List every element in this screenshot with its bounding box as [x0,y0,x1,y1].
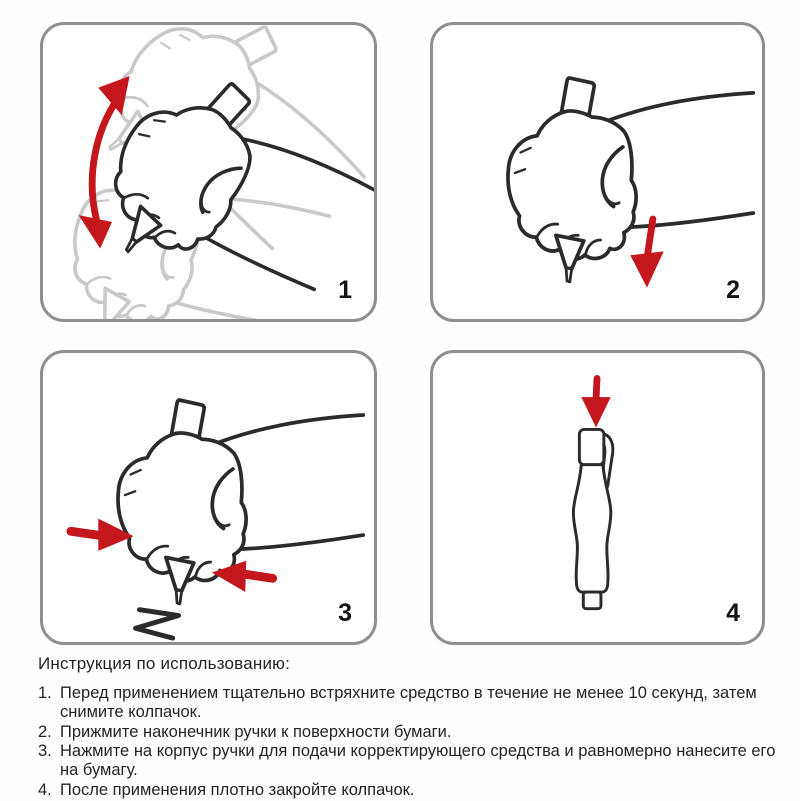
shake-pen-illustration [43,25,374,319]
panel-step-2 [430,22,765,322]
step-number: 2. [38,722,52,741]
step-number: 1. [38,684,52,702]
step-text: После применения плотно закройте колпачок. [60,780,415,799]
instructions-section [38,654,783,801]
step-text: Перед применением тщательно встряхните средство в течение не менее 10 секунд, затем снимите колпачок. [60,684,757,721]
instruction-step-3 [38,742,783,780]
step-text: Прижмите наконечник ручки к поверхности бумаги. [60,722,452,741]
instruction-step-4 [38,781,783,800]
hand-holding-pen-art [508,78,753,282]
panel-number: 1 [338,276,352,304]
panel-step-4 [430,350,765,645]
capped-pen-art [573,429,612,608]
panel-step-3 [40,350,377,645]
step-text: Нажмите на корпус ручки для подачи корректирующего средства и равномерно нанесите его на бумагу. [60,742,776,780]
step-number: 4. [38,780,52,799]
close-cap-down-arrow-icon [581,378,610,427]
panel-number: 3 [338,599,352,627]
panel-step-1 [40,22,377,322]
instructions-title: Инструкция по использованию: [38,654,291,673]
panel-number: 4 [726,599,740,627]
instruction-step-2 [38,723,783,742]
press-down-arrow-icon [630,219,663,288]
correction-fluid-stroke [136,610,179,638]
squeeze-apply-illustration [43,353,374,642]
instruction-step-1 [38,684,783,722]
press-tip-illustration [433,25,762,319]
close-cap-illustration [433,353,762,642]
panel-number: 2 [726,276,740,304]
step-number: 3. [38,742,52,761]
